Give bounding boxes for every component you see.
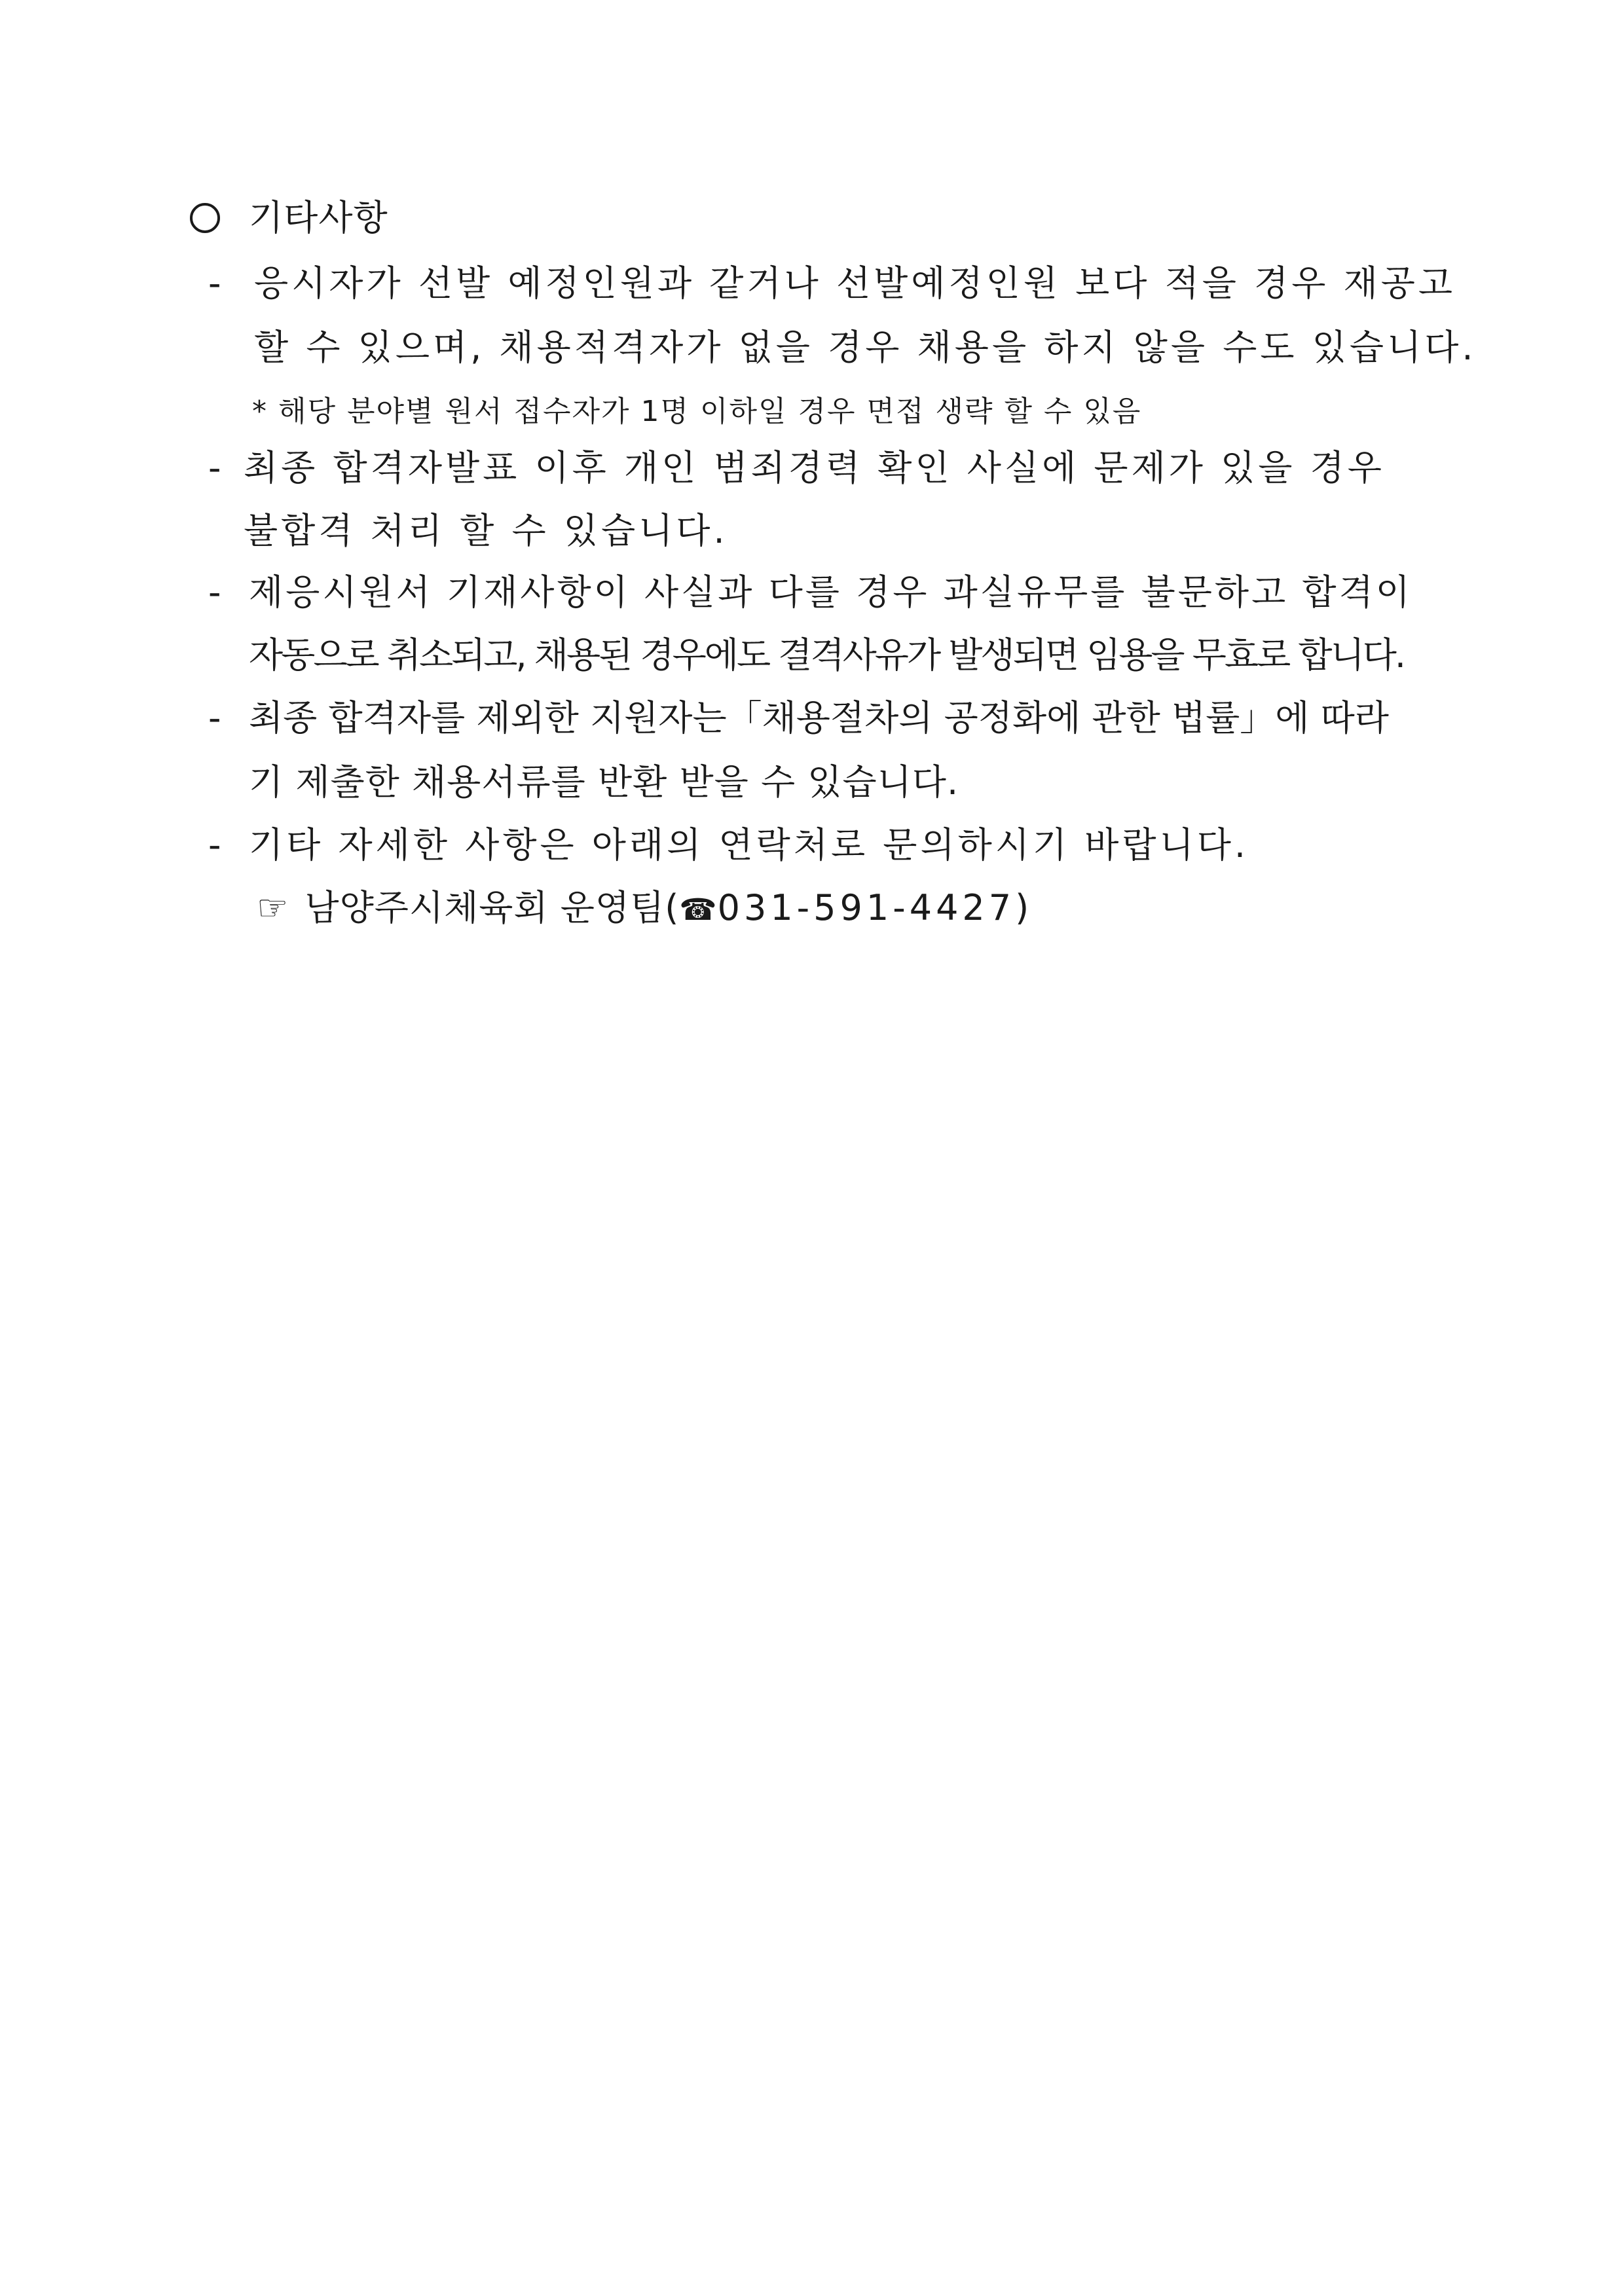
item-1-note: * 해당 분야별 원서 접수자가 1명 이하일 경우 면접 생략 할 수 있음 — [252, 395, 1142, 428]
item-1-line-1: 응시자가 선발 예정인원과 같거나 선발예정인원 보다 적을 경우 재공고 — [254, 263, 1456, 304]
item-1-line-2: 할 수 있으며, 채용적격자가 없을 경우 채용을 하지 않을 수도 있습니다. — [254, 327, 1477, 368]
section-title: 기타사항 — [249, 197, 388, 238]
circle-bullet-icon — [190, 203, 220, 233]
item-2-bullet: - — [208, 447, 221, 488]
item-1-bullet: - — [208, 263, 221, 304]
item-5-line-1: 기타 자세한 사항은 아래의 연락처로 문의하시기 바랍니다. — [249, 824, 1249, 866]
contact-phone: 031-591-4427) — [717, 887, 1033, 928]
item-3-line-2: 자동으로 취소되고, 채용된 경우에도 결격사유가 발생되면 임용을 무효로 합니다. — [249, 634, 1405, 676]
item-5-bullet: - — [208, 824, 221, 866]
item-2-line-1: 최종 합격자발표 이후 개인 범죄경력 확인 사실에 문제가 있을 경우 — [244, 447, 1385, 488]
item-4-bullet: - — [208, 697, 221, 738]
section-heading — [190, 195, 388, 241]
item-2-line-2: 불합격 처리 할 수 있습니다. — [244, 510, 728, 551]
telephone-icon: ☎ — [679, 892, 718, 927]
item-4-line-1: 최종 합격자를 제외한 지원자는「채용절차의 공정화에 관한 법률」에 따라 — [249, 697, 1389, 738]
item-3-bullet: - — [208, 572, 221, 613]
pointing-hand-icon: ☞ — [257, 887, 289, 928]
item-3-line-1: 제응시원서 기재사항이 사실과 다를 경우 과실유무를 불문하고 합격이 — [249, 572, 1412, 613]
contact-line — [257, 885, 1033, 932]
contact-organization: 남양주시체육회 운영팀( — [304, 887, 680, 928]
item-4-line-2: 기 제출한 채용서류를 반환 받을 수 있습니다. — [249, 761, 959, 803]
